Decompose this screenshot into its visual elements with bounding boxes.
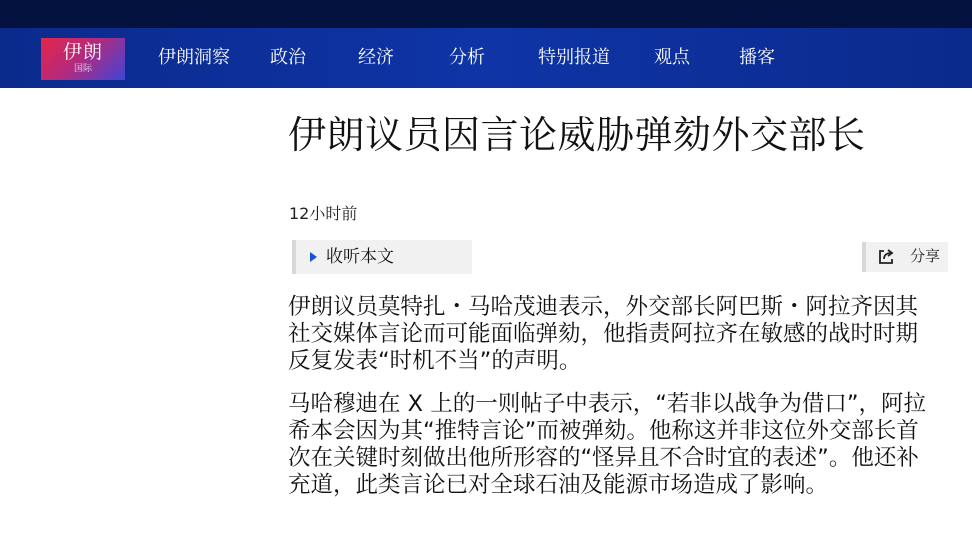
- nav-item-podcast[interactable]: 播客: [739, 47, 775, 68]
- logo-text: 伊朗: [62, 41, 103, 63]
- article-timestamp: 12小时前: [289, 204, 358, 223]
- main-navigation: [0, 28, 972, 88]
- listen-button[interactable]: [292, 240, 472, 274]
- share-icon: [877, 248, 895, 266]
- share-label: 分享: [910, 247, 941, 265]
- article-paragraph-2: 马哈穆迪在 X 上的一则帖子中表示，“若非以战争为借口”，阿拉希本会因为其“推特言论”而被弹劾。他称这并非这位外交部长首次在关键时刻做出他所形容的“怪异且不合时宜的表述”。他还补充道，此类言论已对全球石油及能源市场造成了影响。: [288, 391, 927, 498]
- article-title: 伊朗议员因言论威胁弹劾外交部长: [288, 113, 866, 157]
- site-logo[interactable]: [41, 38, 125, 80]
- nav-item-politics[interactable]: 政治: [270, 47, 306, 68]
- nav-item-opinion[interactable]: 观点: [654, 47, 690, 68]
- nav-item-iran-insight[interactable]: 伊朗洞察: [158, 47, 230, 68]
- nav-item-economy[interactable]: 经济: [358, 47, 394, 68]
- nav-item-analysis[interactable]: 分析: [449, 47, 485, 68]
- article-paragraph-1: 伊朗议员莫特扎・马哈茂迪表示，外交部长阿巴斯・阿拉齐因其社交媒体言论而可能面临弹劾，他指责阿拉齐在敏感的战时时期反复发表“时机不当”的声明。: [288, 294, 919, 374]
- play-triangle-icon: [310, 252, 317, 262]
- logo-subtext: 国际: [73, 64, 92, 74]
- top-strip: [0, 0, 972, 28]
- nav-item-special-reports[interactable]: 特别报道: [538, 47, 610, 68]
- listen-label: 收听本文: [326, 247, 394, 267]
- share-button[interactable]: [862, 242, 948, 272]
